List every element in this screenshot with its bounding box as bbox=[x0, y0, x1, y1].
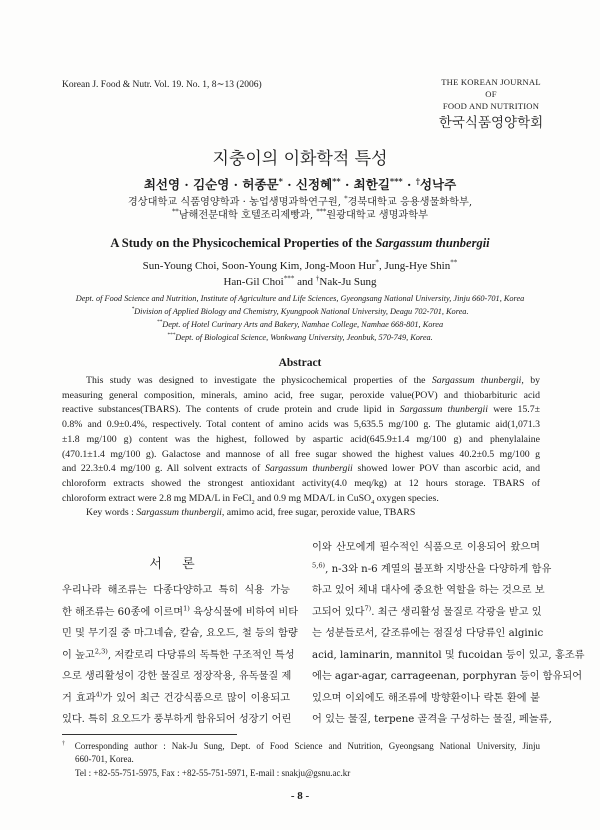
footnote-line bbox=[62, 753, 540, 766]
superscript: 4) bbox=[95, 690, 103, 699]
body-line bbox=[62, 645, 295, 667]
page-number: - 8 - bbox=[290, 790, 310, 802]
superscript: *** bbox=[283, 274, 295, 283]
subscript: 2 bbox=[251, 498, 255, 506]
author-line bbox=[40, 274, 560, 290]
text-run: Dept. of Food Science and Nutrition, Institute of Agriculture and Life Sciences, Gyeongsang National University, Jinju 660-701, Korea bbox=[75, 294, 525, 303]
text-run: . 최근 생리활성 물질로 각광을 받고 있 bbox=[371, 606, 542, 618]
superscript: † bbox=[62, 741, 69, 747]
text-run: 원광대학교 생명과학부 bbox=[326, 210, 428, 221]
text-run: and 22.3±0.4 mg/100 g. All solvent extracts of bbox=[62, 463, 265, 475]
italic-run: Sargassum thunbergii bbox=[431, 375, 522, 386]
body-line bbox=[62, 602, 299, 624]
body-line bbox=[312, 623, 544, 645]
affiliation-line bbox=[30, 331, 570, 344]
italic-run: Sargassum thunbergii bbox=[136, 507, 222, 518]
body-line bbox=[312, 709, 552, 731]
footnote-line bbox=[62, 767, 540, 780]
superscript: ** bbox=[450, 258, 458, 267]
superscript: *** bbox=[316, 207, 327, 216]
text-run: Tel : +82-55-751-5975, Fax : +82-55-751-5971, E-mail : snakju@gsnu.ac.kr bbox=[75, 767, 351, 778]
body-line bbox=[312, 559, 552, 581]
superscript: ** bbox=[156, 319, 163, 326]
title-english bbox=[40, 235, 560, 251]
affiliation-line bbox=[40, 209, 560, 222]
text-run: and bbox=[294, 276, 316, 288]
body-line bbox=[312, 688, 540, 710]
authors-english bbox=[40, 258, 560, 290]
body-line bbox=[312, 666, 583, 688]
keywords-line bbox=[86, 506, 540, 521]
text-run: Sun-Young Choi, Soon-Young Kim, Jong-Moon Hur bbox=[142, 260, 376, 272]
abstract-line bbox=[62, 403, 540, 418]
text-run: Nak-Ju Sung bbox=[319, 276, 377, 288]
introduction-right-column bbox=[312, 537, 585, 731]
text-run: 있으며 이외에도 해조류에 방향환이나 락톤 환에 붙 bbox=[312, 692, 540, 704]
superscript: *** bbox=[167, 332, 176, 339]
text-run: 경북대학교 응용생물화학부, bbox=[347, 197, 473, 208]
title-line bbox=[40, 235, 560, 251]
abstract-line bbox=[62, 462, 540, 477]
text-run: reactive substances(TBARS). The contents of crude protein and crude lipid in bbox=[62, 404, 400, 416]
text-run: 어 있는 물질, terpene 골격을 구성하는 물질, 페놀류, bbox=[312, 714, 552, 725]
italic-run: Sargassum thunbergii bbox=[375, 236, 490, 250]
text-run: Dept. of Hotel Curinary Arts and Bakery, Namhae College, Namhae 668-801, Korea bbox=[162, 320, 444, 329]
body-line bbox=[312, 602, 540, 624]
text-run: 는 성분들로서, 갈조류에는 점질성 다당류인 alginic bbox=[312, 628, 544, 639]
superscript: * bbox=[344, 194, 348, 203]
society-name: 한국식품영양학회 bbox=[438, 115, 544, 131]
introduction-left-column bbox=[62, 580, 299, 731]
text-run: 하고 있어 체내 대사에 중요한 역할을 하는 것으로 보 bbox=[312, 585, 545, 596]
text-run: 이와 산모에게 필수적인 식품으로 이용되어 왔으며 bbox=[312, 542, 540, 553]
text-run: (470.1±1.4 mg/100 g). Galactose and mannose of all free sugar showed the highest values 40.2±0.5 mg/100 g bbox=[62, 448, 540, 460]
text-run: · bbox=[402, 177, 416, 192]
authors-korean bbox=[40, 177, 560, 193]
text-run: 있다. 특히 요오드가 풍부하게 함유되어 성장기 어린 bbox=[62, 714, 292, 725]
keywords bbox=[86, 506, 540, 521]
italic-run: Sargassum thunbergii bbox=[264, 463, 353, 475]
text-run: Han-Gil Choi bbox=[223, 276, 284, 288]
abstract-line bbox=[62, 418, 540, 433]
journal-name-line2: FOOD AND NUTRITION bbox=[442, 101, 540, 111]
text-run: , 저칼로리 다당류의 독특한 구조적인 특성 bbox=[107, 649, 295, 661]
text-run: Corresponding author : Nak-Ju Sung, Dept. of Food Science and Nutrition, Gyeongsang National University, Jinju bbox=[68, 741, 540, 751]
text-run: and 0.9 mg MDA/L in CuSO bbox=[254, 492, 372, 504]
subscript: 4 bbox=[371, 498, 375, 506]
text-run: Division of Applied Biology and Chemistry, Kyungpook National University, Deagu 702-701, Korea. bbox=[134, 307, 469, 316]
text-run: 660-701, Korea. bbox=[75, 754, 134, 765]
body-line bbox=[312, 580, 545, 602]
superscript: 2,3) bbox=[94, 647, 108, 656]
superscript: 7) bbox=[364, 604, 372, 613]
text-run: This study was designed to investigate the physicochemical properties of the bbox=[86, 375, 432, 386]
text-run: measuring general composition, minerals, amino acid, free sugar, peroxide value(POV) and thiobarbituric acid bbox=[62, 389, 540, 401]
corresponding-author-footnote bbox=[62, 740, 540, 780]
superscript: 5,6) bbox=[312, 561, 326, 570]
body-line bbox=[62, 666, 290, 688]
abstract-line bbox=[62, 477, 540, 492]
superscript: ** bbox=[172, 207, 179, 216]
text-run: 경상대학교 식품영양학과 · 농업생명과학연구원, bbox=[127, 197, 345, 208]
text-run: Key words : bbox=[86, 507, 137, 518]
footnote-divider bbox=[62, 734, 237, 735]
abstract-line bbox=[62, 374, 540, 389]
introduction-heading: 서 론 bbox=[149, 557, 203, 572]
title-korean: 지충이의 이화학적 특성 bbox=[212, 149, 388, 169]
abstract-line bbox=[62, 389, 540, 404]
text-run: 거 효과 bbox=[62, 692, 96, 704]
text-run: 우리나라 해조류는 다종다양하고 특히 식용 가능 bbox=[62, 585, 290, 596]
text-run: showed lower POV than ascorbic acid, and bbox=[352, 463, 540, 475]
text-run: 가 있어 최근 건강식품으로 많이 이용되고 bbox=[102, 692, 290, 704]
superscript: 1) bbox=[183, 604, 190, 613]
text-run: · 최한길 bbox=[340, 177, 390, 192]
text-run: 0.8% and 0.9±0.4%, respectively. Total content of amino acids was 5,635.5 mg/100 g. The glutamic aid(1,071.3 bbox=[62, 419, 540, 431]
text-run: , amimo acid, free sugar, peroxide value, TBARS bbox=[221, 507, 416, 518]
abstract-body bbox=[62, 374, 540, 506]
journal-name-line1: THE KOREAN JOURNAL OF bbox=[441, 77, 541, 99]
abstract-line bbox=[62, 492, 540, 507]
body-line bbox=[62, 580, 290, 602]
affiliation-line bbox=[30, 318, 570, 331]
body-line bbox=[62, 709, 290, 731]
text-run: A Study on the Physicochemical Properties of the bbox=[110, 236, 376, 250]
italic-run: Sargassum thunbergii bbox=[399, 404, 488, 416]
affiliations-korean bbox=[40, 196, 560, 222]
text-run: 이 높고 bbox=[62, 649, 95, 661]
body-line bbox=[312, 537, 540, 559]
text-run: chloroform extract were 2.8 mg MDA/L in FeCl bbox=[62, 492, 252, 504]
abstract-heading: Abstract bbox=[278, 357, 322, 369]
text-run: 으로 생리활성이 강한 물질로 정장작용, 유독물질 제 bbox=[62, 671, 292, 682]
text-run: , by bbox=[521, 375, 540, 386]
superscript: * bbox=[278, 175, 283, 186]
journal-masthead bbox=[436, 76, 546, 132]
text-run: chloroform extracts showed the strongest antioxidant activity(4.0 meq/kg) at 12 hours storage. TBARS of bbox=[62, 477, 540, 489]
author-line bbox=[40, 177, 560, 193]
affiliations-english bbox=[30, 292, 570, 344]
superscript: * bbox=[375, 258, 379, 267]
text-run: 최선영 · 김순영 · 허종문 bbox=[143, 177, 279, 192]
footnote-line bbox=[62, 740, 540, 753]
text-run: 성낙주 bbox=[419, 177, 457, 192]
body-line bbox=[62, 623, 298, 645]
text-run: , n-3와 n-6 계열의 불포화 지방산을 다양하게 함유 bbox=[325, 563, 552, 575]
superscript: *** bbox=[389, 175, 403, 186]
superscript: † bbox=[315, 274, 320, 283]
text-run: 민 및 무기질 중 마그네슘, 칼슘, 요오드, 철 등의 함량 bbox=[62, 628, 298, 639]
affiliation-line bbox=[30, 305, 570, 318]
text-run: 에는 agar-agar, carrageenan, porphyran 등이 함유되어 bbox=[312, 671, 583, 682]
journal-citation: Korean J. Food & Nutr. Vol. 19. No. 1, 8∼13 (2006) bbox=[62, 80, 262, 90]
text-run: oxygen species. bbox=[374, 492, 439, 504]
superscript: † bbox=[415, 175, 420, 186]
abstract-line bbox=[62, 448, 540, 463]
body-line bbox=[62, 688, 290, 710]
text-run: 남해전문대학 호텔조리제빵과, bbox=[178, 210, 317, 221]
superscript: ** bbox=[332, 175, 341, 186]
body-line bbox=[312, 645, 585, 667]
text-run: 한 해조류는 60종에 이르며 bbox=[62, 606, 184, 618]
affiliation-line bbox=[40, 196, 560, 209]
text-run: , Jung-Hye Shin bbox=[379, 260, 451, 272]
abstract-line bbox=[62, 433, 540, 448]
superscript: * bbox=[131, 306, 135, 313]
text-run: Dept. of Biological Science, Wonkwang University, Jeonbuk, 570-749, Korea. bbox=[175, 333, 433, 342]
text-run: · 신정혜 bbox=[282, 177, 333, 192]
text-run: 육상식물에 비하여 비타 bbox=[189, 606, 299, 618]
affiliation-line bbox=[30, 292, 570, 305]
text-run: 고되어 있다 bbox=[312, 606, 365, 618]
text-run: acid, laminarin, mannitol 및 fucoidan 등이 있고, 홍조류 bbox=[312, 649, 585, 661]
text-run: were 15.7± bbox=[488, 404, 540, 416]
text-run: ±1.8 mg/100 g) content was the highest, followed by aspartic acid(645.9±1.4 mg/100 g) and phenylalaine bbox=[62, 433, 540, 445]
author-line bbox=[40, 258, 560, 274]
